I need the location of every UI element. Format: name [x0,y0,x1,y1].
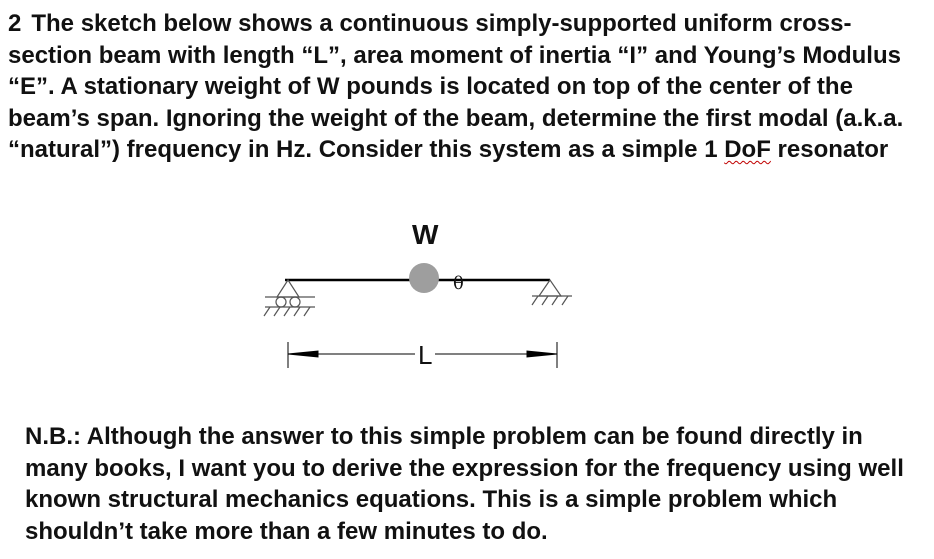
note-text: N.B.: Although the answer to this simple problem can be found directly in many books, I want you to derive the expression for the frequency using well known structural mechanics equations. This is a simple problem which shouldn’t take more than a few minutes to do. [25,423,904,545]
left-hatch-4 [294,307,300,316]
right-hatch-2 [542,296,548,305]
right-hatch-4 [562,296,568,305]
angle-label: θ [453,273,464,294]
dimension-right-arrow [527,351,557,357]
left-hatch-2 [274,307,280,316]
question-body-end: resonator [770,136,889,163]
length-label: L [415,341,435,369]
beam-sketch [250,210,610,385]
left-roller-2 [290,297,300,307]
right-support [532,280,572,305]
right-hatch-1 [532,296,538,305]
left-hatch-3 [284,307,290,316]
question-number: 2 [8,10,22,37]
question-body: The sketch below shows a continuous simply-supported uniform cross-section beam with length “L”, area moment of inertia “I” and Young’s Modulus “E”. A stationary weight of W pounds is located on top of the center of the beam’s span. Ignoring the weight of the beam, determine the first modal (a.k.a. “natural”) frequency in Hz. Consider this system as a simple 1 [8,10,904,163]
right-support-triangle [539,280,561,296]
left-hatch-1 [264,307,270,316]
left-roller-1 [276,297,286,307]
right-hatch-3 [552,296,558,305]
spellcheck-word-dof: DoF [724,136,771,163]
weight-mass [409,263,439,293]
weight-label: W [412,219,439,250]
left-hatch-5 [304,307,310,316]
question-text [8,8,923,166]
dimension-left-arrow [288,351,318,357]
left-support [264,280,315,316]
left-support-triangle [277,280,299,297]
